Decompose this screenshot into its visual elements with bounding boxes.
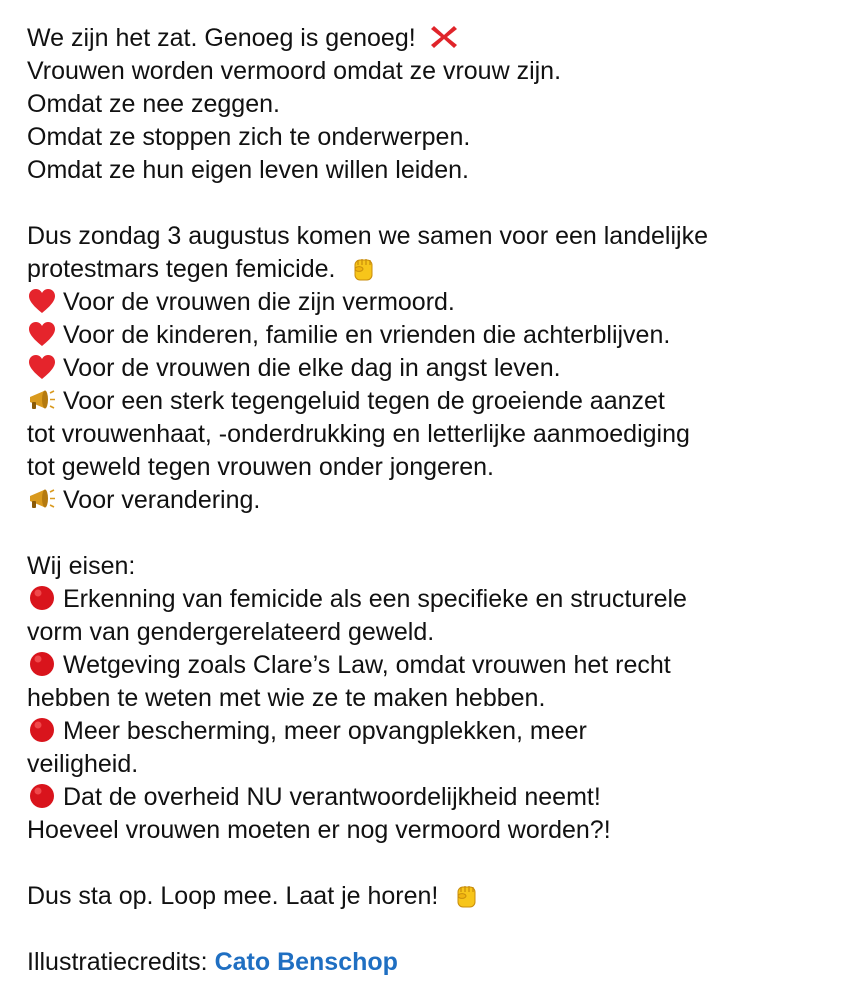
- credits-label: Illustratiecredits:: [27, 948, 208, 976]
- intro-line: Vrouwen worden vermoord omdat ze vrouw zijn.: [27, 57, 562, 85]
- demand-continuation: vorm van gendergerelateerd geweld.: [27, 618, 435, 646]
- intro-line: Omdat ze stoppen zich te onderwerpen.: [27, 123, 471, 151]
- intro-line: Omdat ze nee zeggen.: [27, 90, 280, 118]
- demand-continuation: veiligheid.: [27, 750, 139, 778]
- demand-continuation: Hoeveel vrouwen moeten er nog vermoord worden?!: [27, 816, 611, 844]
- post-body: [27, 22, 827, 979]
- march-line: Dus zondag 3 augustus komen we samen voor een landelijke: [27, 222, 708, 250]
- red-circle-icon: [27, 650, 57, 678]
- demands-heading: Wij eisen:: [27, 552, 136, 580]
- red-circle-icon: [27, 782, 57, 810]
- reason-continuation: tot vrouwenhaat, -onderdrukking en letterlijke aanmoediging: [27, 420, 690, 448]
- red-circle-icon: [27, 584, 57, 612]
- cross-mark-icon: [429, 23, 459, 51]
- spacer: [27, 913, 827, 946]
- demand-item: Erkenning van femicide als een specifieke en structurele: [27, 583, 827, 616]
- reason-item: Voor de vrouwen die zijn vermoord.: [27, 286, 827, 319]
- credits-author-link[interactable]: Cato Benschop: [214, 948, 398, 976]
- closing-line: Dus sta op. Loop mee. Laat je horen!: [27, 880, 827, 913]
- demand-item: Wetgeving zoals Clare’s Law, omdat vrouwen het recht: [27, 649, 827, 682]
- intro-line: We zijn het zat. Genoeg is genoeg!: [27, 22, 827, 55]
- spacer: [27, 847, 827, 880]
- demand-item: Meer bescherming, meer opvangplekken, meer: [27, 715, 827, 748]
- reason-item: Voor de kinderen, familie en vrienden die achterblijven.: [27, 319, 827, 352]
- red-heart-icon: [27, 353, 57, 381]
- credits-line: [27, 946, 827, 979]
- megaphone-icon: [27, 485, 57, 513]
- demand-continuation: hebben te weten met wie ze te maken hebben.: [27, 684, 546, 712]
- megaphone-icon: [27, 386, 57, 414]
- red-circle-icon: [27, 716, 57, 744]
- raised-fist-icon: [451, 881, 481, 909]
- raised-fist-icon: [348, 254, 378, 282]
- intro-line: Omdat ze hun eigen leven willen leiden.: [27, 156, 469, 184]
- red-heart-icon: [27, 320, 57, 348]
- reason-continuation: tot geweld tegen vrouwen onder jongeren.: [27, 453, 494, 481]
- demand-item: Dat de overheid NU verantwoordelijkheid neemt!: [27, 781, 827, 814]
- reason-item: Voor de vrouwen die elke dag in angst leven.: [27, 352, 827, 385]
- reason-item: Voor verandering.: [27, 484, 827, 517]
- spacer: [27, 517, 827, 550]
- red-heart-icon: [27, 287, 57, 315]
- march-line: protestmars tegen femicide.: [27, 253, 827, 286]
- reason-item: Voor een sterk tegengeluid tegen de groeiende aanzet: [27, 385, 827, 418]
- spacer: [27, 187, 827, 220]
